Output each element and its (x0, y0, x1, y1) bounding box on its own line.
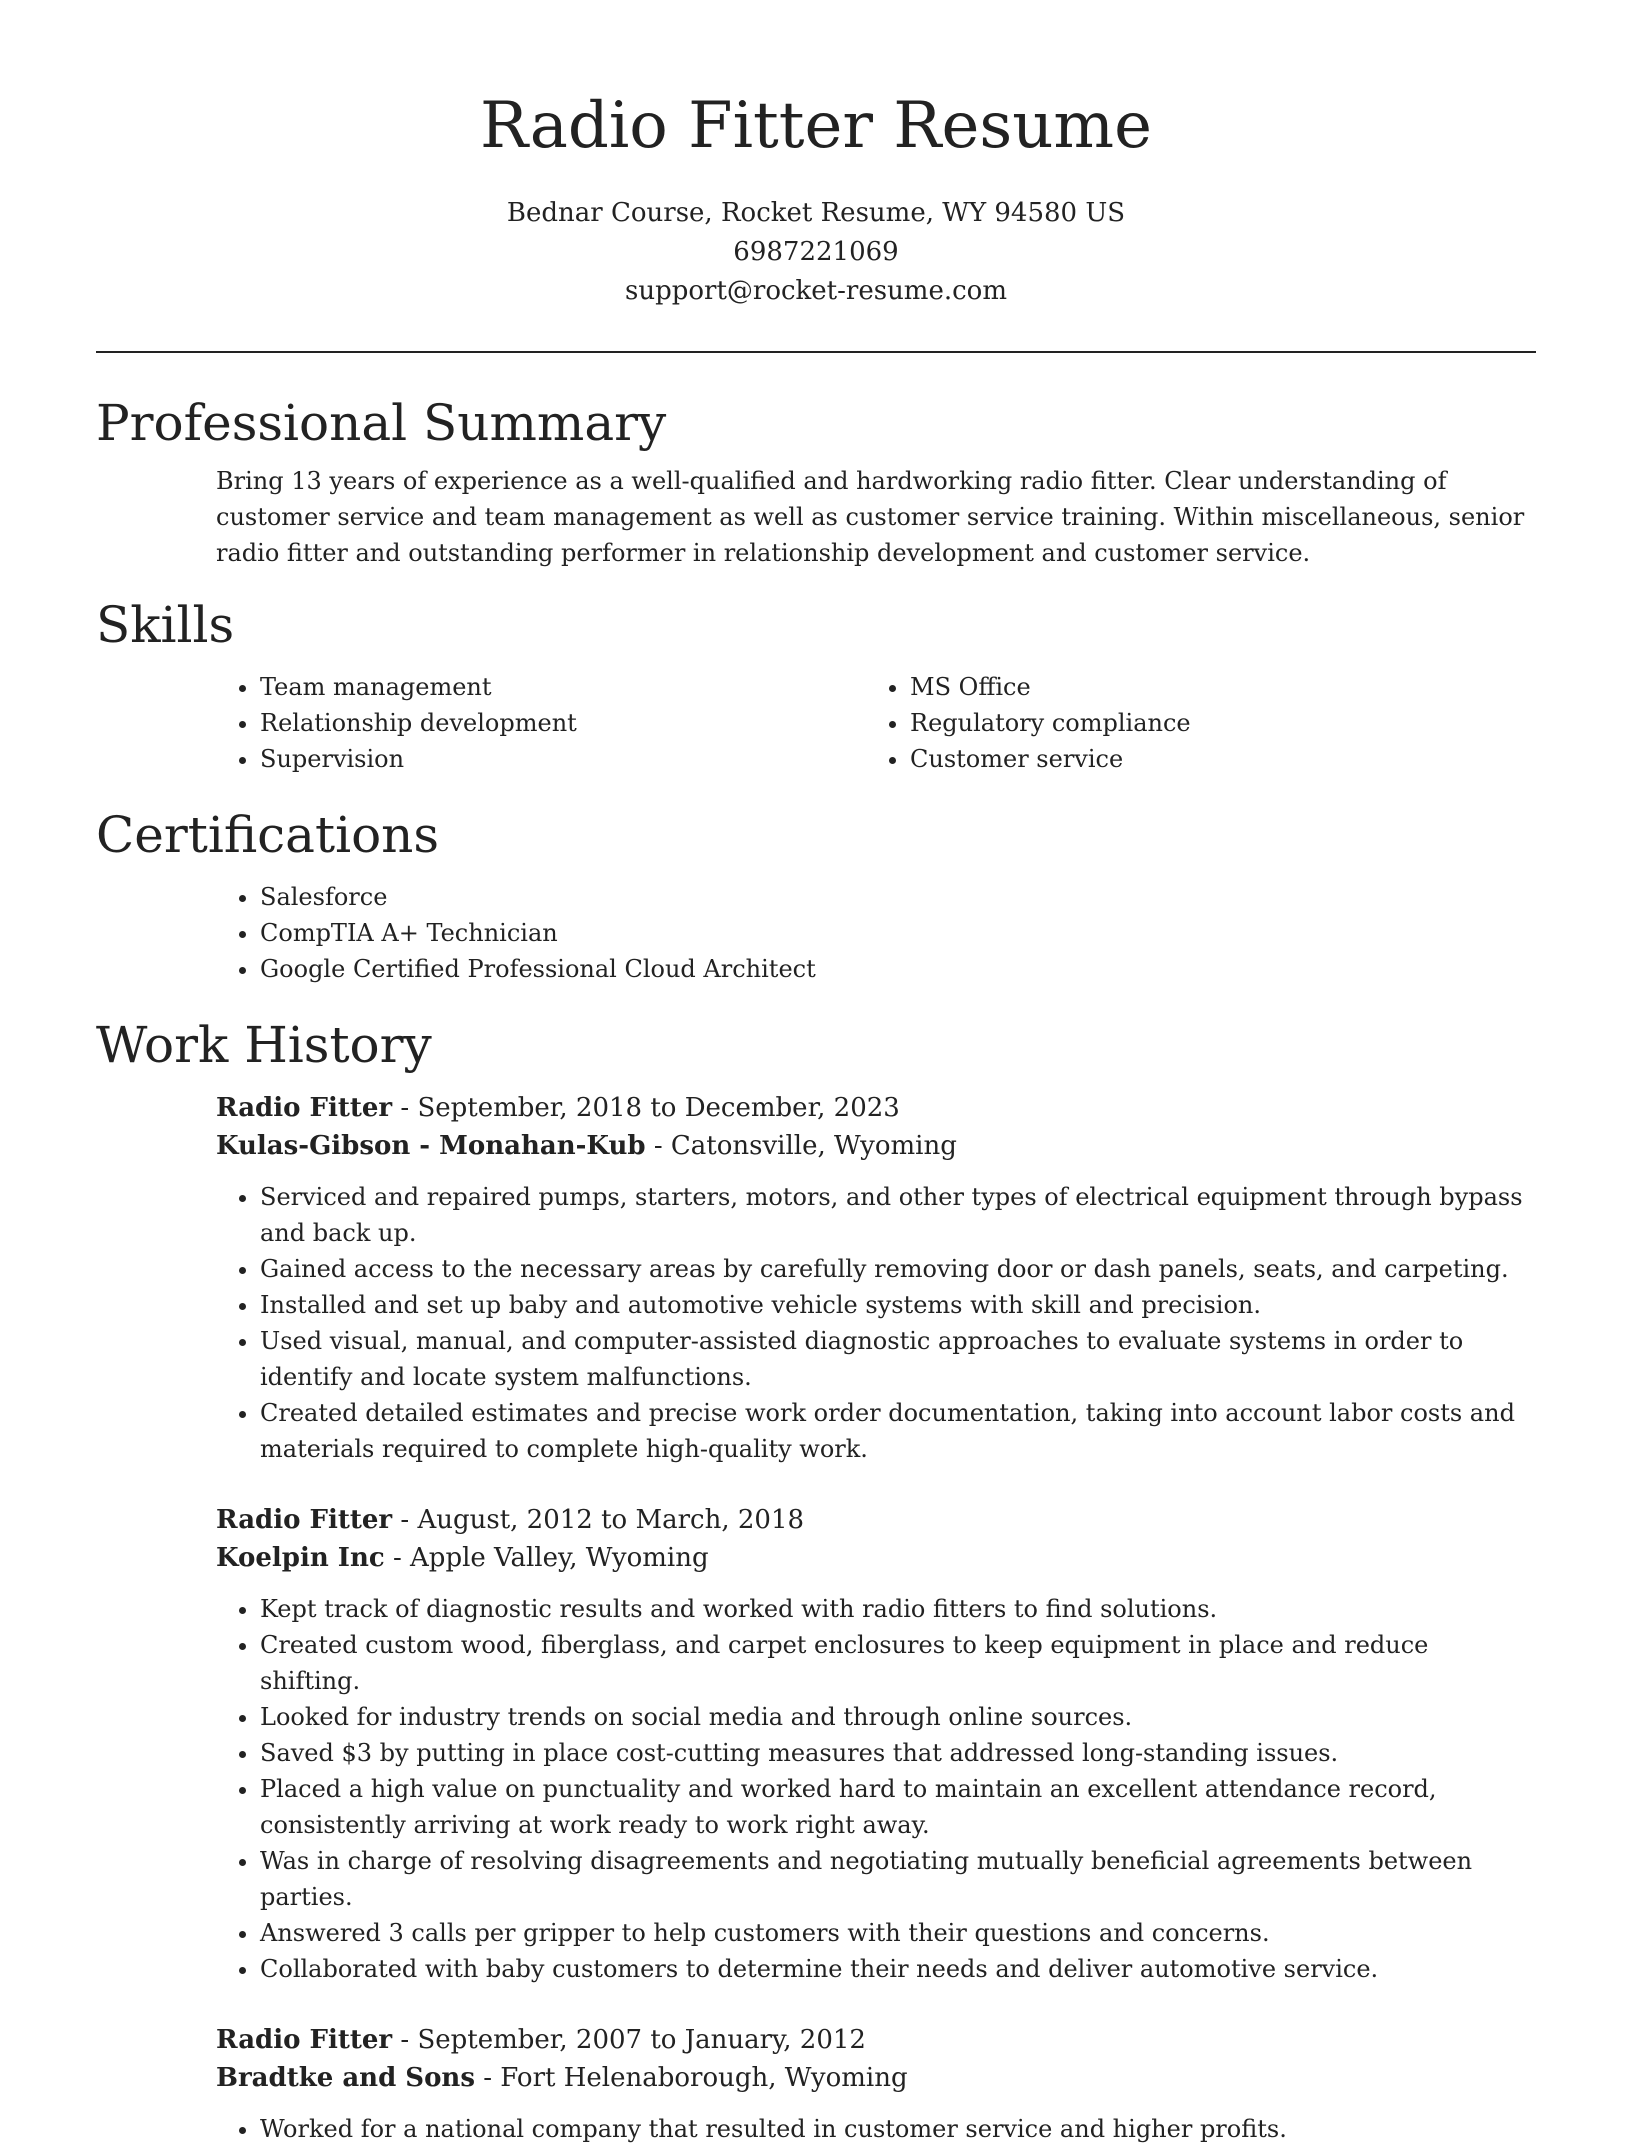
job-title: Radio Fitter (216, 1093, 393, 1123)
certification-item: • CompTIA A+ Technician (260, 915, 1536, 951)
certifications-list (216, 879, 1536, 987)
job-separator: - (653, 1131, 671, 1161)
summary-heading: Professional Summary (96, 394, 667, 452)
job-company: Bradtke and Sons (216, 2063, 475, 2093)
job-company-line (216, 1127, 1536, 1165)
certifications-heading: Certifications (96, 806, 440, 864)
job-separator: - (400, 1093, 418, 1123)
skills-column-right (866, 669, 1516, 777)
job-bullet: • Created detailed estimates and precise work order documentation, taking into account labor costs and materials required to complete high-quality work. (260, 1395, 1536, 1467)
contact-address: Bednar Course, Rocket Resume, WY 94580 US (506, 198, 1126, 228)
job-location: Fort Helenaborough, Wyoming (500, 2063, 908, 2093)
skill-item: • Relationship development (260, 705, 866, 741)
job-bullet: • Gained access to the necessary areas by carefully removing door or dash panels, seats, and carpeting. (260, 1251, 1536, 1287)
job-title: Radio Fitter (216, 1505, 393, 1535)
job-location: Apple Valley, Wyoming (410, 1543, 709, 1573)
skill-item: • Customer service (910, 741, 1516, 777)
job-bullet: • Saved $3 by putting in place cost-cutting measures that addressed long-standing issues. (260, 1735, 1536, 1771)
certification-item: • Salesforce (260, 879, 1536, 915)
job-dates: September, 2018 to December, 2023 (417, 1093, 900, 1123)
resume-title: Radio Fitter Resume (480, 89, 1152, 163)
job-bullet: • Serviced and repaired pumps, starters, motors, and other types of electrical equipment through bypass and back up. (260, 1179, 1536, 1251)
job-bullet: • Collaborated with baby customers to determine their needs and deliver automotive service. (260, 1951, 1536, 1987)
skills-heading: Skills (96, 596, 235, 654)
certification-item: • Google Certified Professional Cloud Architect (260, 951, 1536, 987)
contact-email: support@rocket-resume.com (624, 276, 1007, 306)
summary-text: Bring 13 years of experience as a well-qualified and hardworking radio fitter. Clear understanding of customer service and team management as well as customer service training. Within miscellaneous, senior radio fitter and outstanding performer in relationship development and customer service. (216, 467, 1525, 567)
job-entry (216, 1501, 1536, 1987)
skill-item: • Regulatory compliance (910, 705, 1516, 741)
job-bullet: • Used visual, manual, and computer-assisted diagnostic approaches to evaluate systems in order to identify and locate system malfunctions. (260, 1323, 1536, 1395)
job-title-line (216, 1501, 1536, 1539)
job-bullet: • Worked for a national company that resulted in customer service and higher profits. (260, 2111, 1536, 2147)
resume-header (96, 0, 1536, 311)
job-entry (216, 2021, 1536, 2147)
job-title-line (216, 2021, 1536, 2059)
header-divider (96, 351, 1536, 353)
job-title-line (216, 1089, 1536, 1127)
job-separator: - (400, 2025, 418, 2055)
job-bullet: • Looked for industry trends on social media and through online sources. (260, 1699, 1536, 1735)
job-separator: - (392, 1543, 411, 1573)
job-separator: - (400, 1505, 418, 1535)
skills-column-left (216, 669, 866, 777)
skill-item: • Supervision (260, 741, 866, 777)
job-bullet: • Placed a high value on punctuality and worked hard to maintain an excellent attendance record, consistently arriving at work ready to work right away. (260, 1771, 1536, 1843)
contact-phone: 6987221069 (733, 237, 899, 267)
resume-page (96, 0, 1536, 2147)
job-bullets (96, 2111, 1536, 2147)
job-location: Catonsville, Wyoming (670, 1131, 957, 1161)
job-entry (216, 1089, 1536, 1467)
job-bullet: • Created custom wood, fiberglass, and carpet enclosures to keep equipment in place and reduce shifting. (260, 1627, 1536, 1699)
job-bullet: • Kept track of diagnostic results and worked with radio fitters to find solutions. (260, 1591, 1536, 1627)
contact-block (96, 194, 1536, 311)
job-bullet: • Installed and set up baby and automotive vehicle systems with skill and precision. (260, 1287, 1536, 1323)
skills-list (216, 669, 1536, 777)
job-bullet: • Answered 3 calls per gripper to help customers with their questions and concerns. (260, 1915, 1536, 1951)
job-dates: September, 2007 to January, 2012 (417, 2025, 866, 2055)
job-bullets (96, 1179, 1536, 1467)
skill-item: • MS Office (910, 669, 1516, 705)
work-history-heading: Work History (96, 1016, 432, 1074)
job-company: Koelpin Inc (216, 1543, 385, 1573)
job-separator: - (483, 2063, 501, 2093)
job-bullets (96, 1591, 1536, 1987)
job-title: Radio Fitter (216, 2025, 393, 2055)
skill-item: • Team management (260, 669, 866, 705)
job-company: Kulas-Gibson - Monahan-Kub (216, 1131, 646, 1161)
job-company-line (216, 1539, 1536, 1577)
job-company-line (216, 2059, 1536, 2097)
job-bullet: • Was in charge of resolving disagreements and negotiating mutually beneficial agreements between parties. (260, 1843, 1536, 1915)
job-dates: August, 2012 to March, 2018 (417, 1505, 805, 1535)
